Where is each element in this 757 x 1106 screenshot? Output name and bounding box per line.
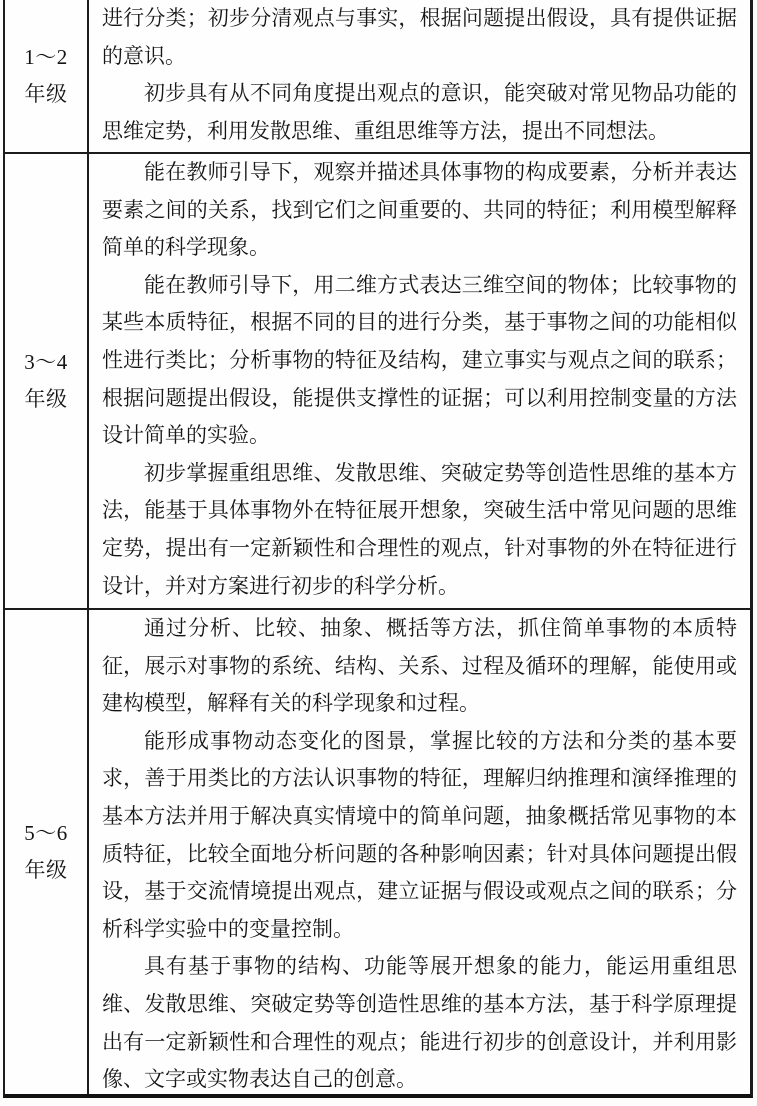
- requirements-cell-3-4: [89, 154, 750, 608]
- requirements-cell-5-6: [89, 610, 750, 1094]
- requirement-paragraph: 通过分析、比较、抽象、概括等方法，抓住简单事物的本质特征，展示对事物的系统、结构、关系、过程及循环的理解，能使用或建构模型，解释有关的科学现象和过程。: [102, 616, 737, 716]
- grade-range-label: 3～4: [24, 350, 68, 374]
- grade-label-cell-3-4: [5, 154, 89, 608]
- grade-range-label: 5～6: [24, 821, 68, 845]
- requirement-paragraph: 初步掌握重组思维、发散思维、突破定势等创造性思维的基本方法，能基于具体事物外在特征展开想象，突破生活中常见问题的思维定势，提出有一定新颖性和合理性的观点，针对事物的外在特征进行设计，并对方案进行初步的科学分析。: [102, 460, 737, 598]
- grade-suffix-label: 年级: [24, 82, 68, 106]
- requirement-paragraph: 能在教师引导下，观察并描述具体事物的构成要素，分析并表达要素之间的关系，找到它们之间重要的、共同的特征；利用模型解释简单的科学现象。: [102, 160, 737, 260]
- requirement-paragraph: 初步具有从不同角度提出观点的意识，能突破对常见物品功能的思维定势，利用发散思维、重组思维等方法，提出不同想法。: [102, 81, 737, 143]
- grade-suffix-label: 年级: [24, 387, 68, 411]
- grade-suffix-label: 年级: [24, 858, 68, 882]
- grade-range-label: 1～2: [24, 45, 68, 69]
- table-row-grade-1-2: [5, 0, 750, 152]
- requirement-paragraph: 进行分类；初步分清观点与事实，根据问题提出假设，具有提供证据的意识。: [102, 6, 737, 68]
- requirement-paragraph: 能在教师引导下，用二维方式表达三维空间的物体；比较事物的某些本质特征，根据不同的目的进行分类，基于事物之间的功能相似性进行类比；分析事物的特征及结构，建立事实与观点之间的联系；根据问题提出假设，能提供支撑性的证据；可以利用控制变量的方法设计简单的实验。: [102, 272, 737, 448]
- requirement-paragraph: 能形成事物动态变化的图景，掌握比较的方法和分类的基本要求，善于用类比的方法认识事物的特征，理解归纳推理和演绎推理的基本方法并用于解决真实情境中的简单问题，抽象概括常见事物的本质特征，比较全面地分析问题的各种影响因素；针对具体问题提出假设，基于交流情境提出观点，建立证据与假设或观点之间的联系；分析科学实验中的变量控制。: [102, 728, 737, 941]
- requirement-paragraph: 具有基于事物的结构、功能等展开想象的能力，能运用重组思维、发散思维、突破定势等创造性思维的基本方法，基于科学原理提出有一定新颖性和合理性的观点；能进行初步的创意设计，并利用影像、文字或实物表达自己的创意。: [102, 954, 737, 1092]
- grade-label-cell-5-6: [5, 610, 89, 1094]
- grade-requirements-table: [3, 0, 753, 1098]
- table-row-grade-3-4: [5, 152, 750, 608]
- table-row-grade-5-6: [5, 608, 750, 1094]
- requirements-cell-1-2: [89, 0, 750, 152]
- grade-label-cell-1-2: [5, 0, 89, 152]
